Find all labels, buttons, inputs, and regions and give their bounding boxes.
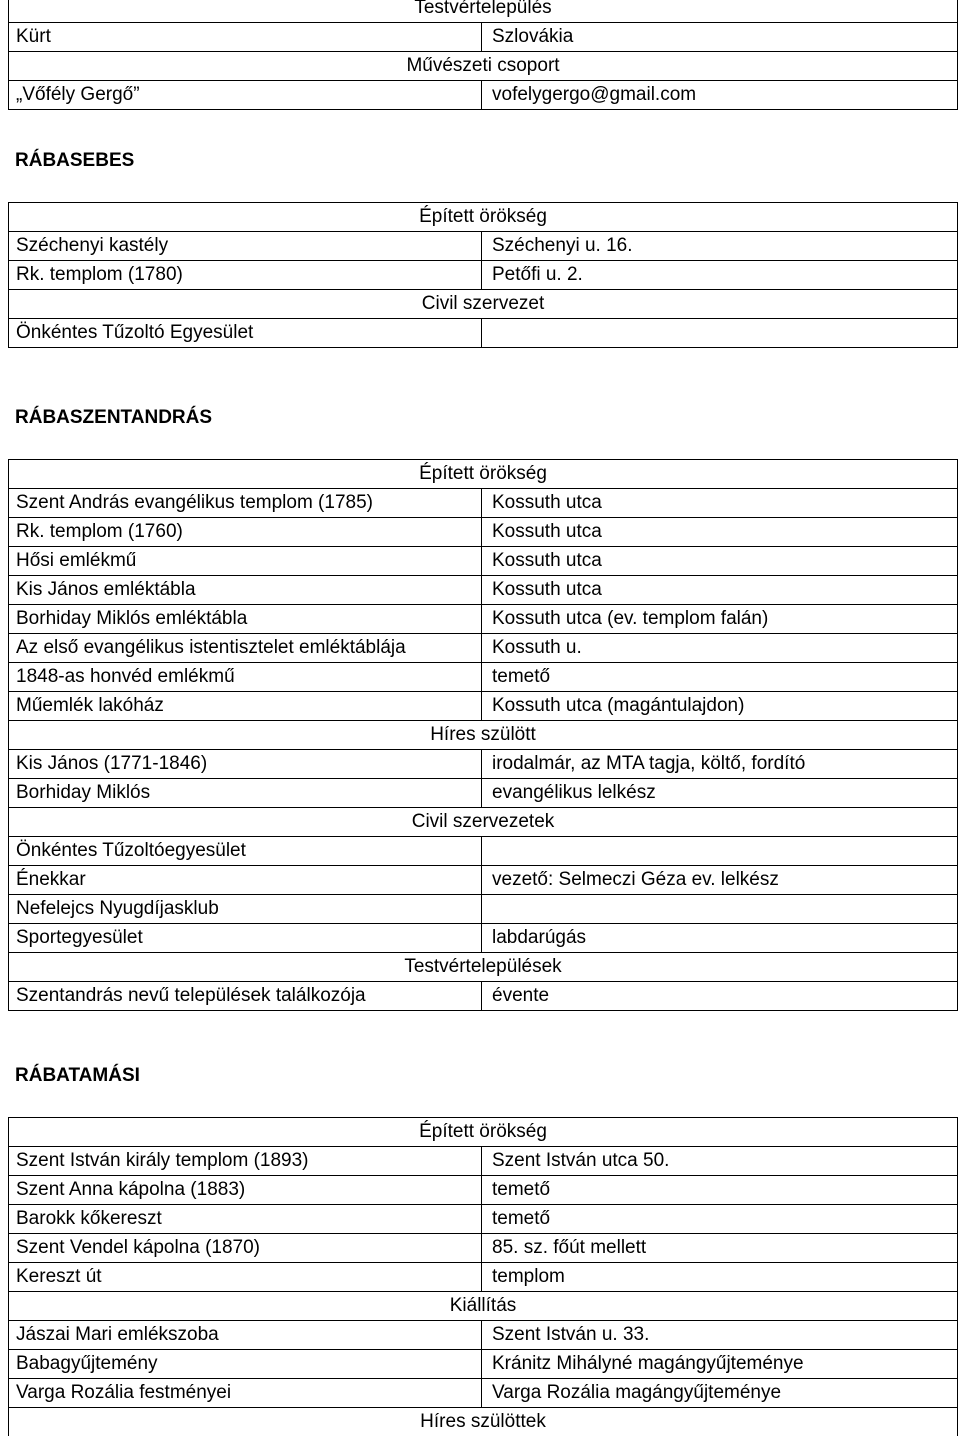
table-row bbox=[9, 1263, 958, 1292]
cell-detail: Kossuth utca bbox=[482, 489, 958, 518]
table-header-row bbox=[9, 1118, 958, 1147]
table-row bbox=[9, 1350, 958, 1379]
cell-name: Kürt bbox=[9, 23, 482, 52]
cell-name: Rk. templom (1760) bbox=[9, 518, 482, 547]
cell-name: Kis János emléktábla bbox=[9, 576, 482, 605]
cell-detail: Kossuth utca (magántulajdon) bbox=[482, 692, 958, 721]
cell-detail: Széchenyi u. 16. bbox=[482, 232, 958, 261]
table-row bbox=[9, 837, 958, 866]
cell-name: „Vőfély Gergő” bbox=[9, 81, 482, 110]
cell-name: Szent Vendel kápolna (1870) bbox=[9, 1234, 482, 1263]
table-row bbox=[9, 1176, 958, 1205]
table-row bbox=[9, 489, 958, 518]
cell-detail: Petőfi u. 2. bbox=[482, 261, 958, 290]
section-heading: Híres szülött bbox=[9, 721, 958, 750]
cell-name: Babagyűjtemény bbox=[9, 1350, 482, 1379]
table-row bbox=[9, 982, 958, 1011]
table-header-row bbox=[9, 0, 958, 23]
cell-name: Nefelejcs Nyugdíjasklub bbox=[9, 895, 482, 924]
village-title-rabasebes: RÁBASEBES bbox=[15, 150, 135, 171]
section-heading: Kiállítás bbox=[9, 1292, 958, 1321]
section-heading: Híres szülöttek bbox=[9, 1408, 958, 1436]
section-heading: Testvértelepülés bbox=[9, 0, 958, 23]
table-row bbox=[9, 866, 958, 895]
table-row bbox=[9, 319, 958, 348]
table-row bbox=[9, 924, 958, 953]
cell-detail: Szlovákia bbox=[482, 23, 958, 52]
table-header-row bbox=[9, 953, 958, 982]
table-row bbox=[9, 1205, 958, 1234]
cell-detail: irodalmár, az MTA tagja, költő, fordító bbox=[482, 750, 958, 779]
cell-detail: vezető: Selmeczi Géza ev. lelkész bbox=[482, 866, 958, 895]
cell-detail: 85. sz. főút mellett bbox=[482, 1234, 958, 1263]
cell-name: Önkéntes Tűzoltóegyesület bbox=[9, 837, 482, 866]
table-header-row bbox=[9, 1292, 958, 1321]
cell-detail: Kossuth utca bbox=[482, 518, 958, 547]
cell-detail: Kossuth utca bbox=[482, 576, 958, 605]
table-header-row bbox=[9, 1408, 958, 1436]
table-row bbox=[9, 1147, 958, 1176]
table-row bbox=[9, 81, 958, 110]
cell-detail: temető bbox=[482, 663, 958, 692]
cell-detail: labdarúgás bbox=[482, 924, 958, 953]
section-heading: Épített örökség bbox=[9, 460, 958, 489]
table-row bbox=[9, 1321, 958, 1350]
cell-detail: Kossuth u. bbox=[482, 634, 958, 663]
cell-name: Borhiday Miklós emléktábla bbox=[9, 605, 482, 634]
section-heading: Épített örökség bbox=[9, 203, 958, 232]
rabasebes-table bbox=[8, 202, 958, 348]
cell-detail: vofelygergo@gmail.com bbox=[482, 81, 958, 110]
section-heading: Művészeti csoport bbox=[9, 52, 958, 81]
cell-detail bbox=[482, 837, 958, 866]
table-row bbox=[9, 547, 958, 576]
cell-name: Szentandrás nevű települések találkozója bbox=[9, 982, 482, 1011]
section-heading: Épített örökség bbox=[9, 1118, 958, 1147]
cell-name: Sportegyesület bbox=[9, 924, 482, 953]
cell-name: Kereszt út bbox=[9, 1263, 482, 1292]
rabatamasi-table bbox=[8, 1117, 958, 1436]
cell-name: Énekkar bbox=[9, 866, 482, 895]
table-header-row bbox=[9, 290, 958, 319]
cell-name: Szent Anna kápolna (1883) bbox=[9, 1176, 482, 1205]
table-row bbox=[9, 576, 958, 605]
table-row bbox=[9, 605, 958, 634]
cell-detail: evangélikus lelkész bbox=[482, 779, 958, 808]
cell-name: Borhiday Miklós bbox=[9, 779, 482, 808]
cell-detail: Varga Rozália magángyűjteménye bbox=[482, 1379, 958, 1408]
village-title-rabaszentandras: RÁBASZENTANDRÁS bbox=[15, 407, 213, 428]
cell-name: Szent András evangélikus templom (1785) bbox=[9, 489, 482, 518]
cell-detail bbox=[482, 895, 958, 924]
cell-detail: templom bbox=[482, 1263, 958, 1292]
table-row bbox=[9, 895, 958, 924]
cell-detail: Kossuth utca (ev. templom falán) bbox=[482, 605, 958, 634]
cell-name: Szent István király templom (1893) bbox=[9, 1147, 482, 1176]
table-header-row bbox=[9, 460, 958, 489]
table-header-row bbox=[9, 721, 958, 750]
cell-name: 1848-as honvéd emlékmű bbox=[9, 663, 482, 692]
table-row bbox=[9, 750, 958, 779]
cell-detail: Szent István u. 33. bbox=[482, 1321, 958, 1350]
table-row bbox=[9, 518, 958, 547]
table-row bbox=[9, 1234, 958, 1263]
cell-detail: évente bbox=[482, 982, 958, 1011]
table-header-row bbox=[9, 203, 958, 232]
cell-name: Önkéntes Tűzoltó Egyesület bbox=[9, 319, 482, 348]
village-title-rabatamasi: RÁBATAMÁSI bbox=[15, 1065, 140, 1086]
cell-name: Rk. templom (1780) bbox=[9, 261, 482, 290]
cell-name: Széchenyi kastély bbox=[9, 232, 482, 261]
table-row bbox=[9, 23, 958, 52]
table-header-row bbox=[9, 52, 958, 81]
cell-name: Barokk kőkereszt bbox=[9, 1205, 482, 1234]
cell-name: Varga Rozália festményei bbox=[9, 1379, 482, 1408]
intro-table bbox=[8, 0, 958, 110]
table-row bbox=[9, 261, 958, 290]
cell-name: Jászai Mari emlékszoba bbox=[9, 1321, 482, 1350]
table-header-row bbox=[9, 808, 958, 837]
cell-detail: Szent István utca 50. bbox=[482, 1147, 958, 1176]
cell-detail: Kránitz Mihályné magángyűjteménye bbox=[482, 1350, 958, 1379]
rabaszentandras-table bbox=[8, 459, 958, 1011]
cell-detail: temető bbox=[482, 1205, 958, 1234]
section-heading: Civil szervezetek bbox=[9, 808, 958, 837]
cell-name: Hősi emlékmű bbox=[9, 547, 482, 576]
cell-detail: Kossuth utca bbox=[482, 547, 958, 576]
table-row bbox=[9, 232, 958, 261]
section-heading: Testvértelepülések bbox=[9, 953, 958, 982]
table-row bbox=[9, 1379, 958, 1408]
table-row bbox=[9, 779, 958, 808]
cell-detail bbox=[482, 319, 958, 348]
cell-detail: temető bbox=[482, 1176, 958, 1205]
cell-name: Az első evangélikus istentisztelet emléktáblája bbox=[9, 634, 482, 663]
section-heading: Civil szervezet bbox=[9, 290, 958, 319]
cell-name: Műemlék lakóház bbox=[9, 692, 482, 721]
table-row bbox=[9, 634, 958, 663]
cell-name: Kis János (1771-1846) bbox=[9, 750, 482, 779]
table-row bbox=[9, 663, 958, 692]
table-row bbox=[9, 692, 958, 721]
